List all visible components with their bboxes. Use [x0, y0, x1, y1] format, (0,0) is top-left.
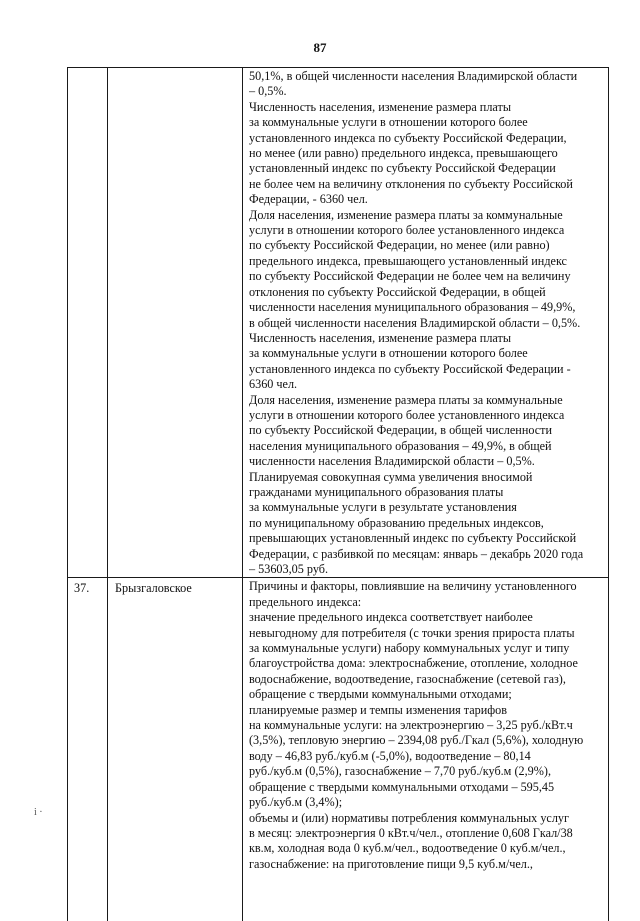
- text-line: объемы и (или) нормативы потребления коммунальных услуг: [249, 810, 570, 825]
- text-line: в общей численности населения Владимирской области – 0,5%.: [249, 315, 581, 330]
- text-line: руб./куб.м (0,5%), газоснабжение – 7,70 руб./куб.м (2,9%),: [249, 764, 551, 779]
- text-line: – 0,5%.: [249, 84, 287, 99]
- text-line: численности населения Владимирской области – 0,5%.: [249, 454, 535, 469]
- text-line: планируемые размер и темпы изменения тарифов: [249, 702, 508, 717]
- text-line: кв.м, холодная вода 0 куб.м/чел., водоотведение 0 куб.м/чел.,: [249, 841, 566, 856]
- text-line: установленный индекс по субъекту Российской Федерации: [249, 161, 556, 176]
- text-line: благоустройства дома: электроснабжение, отопление, холодное: [249, 656, 578, 671]
- text-line: Численность населения, изменение размера платы: [249, 99, 512, 114]
- text-line: невыгодному для потребителя (с точки зрения прироста платы: [249, 625, 575, 640]
- text-line: Численность населения, изменение размера платы: [249, 330, 512, 345]
- text-line: газоснабжение: на приготовление пищи 9,5 куб.м/чел.,: [249, 856, 533, 871]
- text-line: за коммунальные услуги) набору коммунальных услуг и типу: [249, 641, 570, 656]
- text-line: Федерации, с разбивкой по месяцам: январь – декабрь 2020 года: [249, 546, 584, 561]
- text-line: предельного индекса, превышающего установленный индекс: [249, 253, 567, 268]
- municipality-name-cell: Брызгаловское: [108, 578, 243, 921]
- text-line: гражданами муниципального образования платы: [249, 484, 504, 499]
- row-number-cell: [68, 68, 108, 578]
- text-line: установленного индекса по субъекту Российской Федерации,: [249, 130, 567, 145]
- text-line: Федерации, - 6360 чел.: [249, 192, 368, 207]
- text-line: – 53603,05 руб.: [249, 562, 329, 576]
- text-line: 6360 чел.: [249, 377, 298, 392]
- text-line: обращение с твердыми коммунальными отходами – 595,45: [249, 779, 555, 794]
- text-line: населения муниципального образования – 49,9%, в общей: [249, 438, 552, 453]
- text-line: по субъекту Российской Федерации не более чем на величину: [249, 269, 571, 284]
- text-line: не более чем на величину отклонения по субъекту Российской: [249, 176, 573, 191]
- text-line: Причины и факторы, повлиявшие на величину установленного: [249, 579, 577, 594]
- text-line: на коммунальные услуги: на электроэнергию – 3,25 руб./кВт.ч: [249, 718, 573, 733]
- text-line: руб./куб.м (3,4%);: [249, 795, 343, 810]
- text-line: по субъекту Российской Федерации, но менее (или равно): [249, 238, 550, 253]
- description-cell: [243, 578, 609, 921]
- table-row: [68, 68, 609, 578]
- text-line: за коммунальные услуги в отношении которого более: [249, 346, 528, 361]
- text-line: значение предельного индекса соответствует наиболее: [249, 610, 533, 625]
- text-line: за коммунальные услуги в отношении которого более: [249, 115, 528, 130]
- text-line: предельного индекса:: [249, 594, 362, 609]
- margin-mark: i ·: [34, 807, 43, 818]
- text-line: отклонения по субъекту Российской Федерации, в общей: [249, 284, 546, 299]
- text-line: превышающих установленный индекс по субъекту Российской: [249, 531, 577, 546]
- municipality-name-cell: [108, 68, 243, 578]
- text-line: Доля населения, изменение размера платы за коммунальные: [249, 392, 563, 407]
- text-line: по муниципальному образованию предельных индексов,: [249, 515, 544, 530]
- text-line: услуги в отношении которого более установленного индекса: [249, 223, 565, 238]
- document-table: [67, 67, 609, 921]
- text-line: но менее (или равно) предельного индекса, превышающего: [249, 146, 558, 161]
- text-line: по субъекту Российской Федерации, в общей численности: [249, 423, 552, 438]
- text-line: Планируемая совокупная сумма увеличения вносимой: [249, 469, 533, 484]
- text-line: в месяц: электроэнергия 0 кВт.ч/чел., отопление 0,608 Гкал/38: [249, 825, 573, 840]
- text-line: установленного индекса по субъекту Российской Федерации -: [249, 361, 571, 376]
- text-line: (3,5%), тепловую энергию – 2394,08 руб./Гкал (5,6%), холодную: [249, 733, 584, 748]
- text-line: обращение с твердыми коммунальными отходами;: [249, 687, 512, 702]
- row-number-cell: 37.: [68, 578, 108, 921]
- text-line: 50,1%, в общей численности населения Владимирской области: [249, 69, 578, 83]
- text-line: за коммунальные услуги в результате установления: [249, 500, 517, 515]
- table-row: [68, 578, 609, 921]
- text-line: воду – 46,83 руб./куб.м (-5,0%), водоотведение – 80,14: [249, 748, 531, 763]
- text-line: численности населения муниципального образования – 49,9%,: [249, 300, 576, 315]
- text-line: водоснабжение, водоотведение, газоснабжение (сетевой газ),: [249, 671, 566, 686]
- page-number: 87: [313, 40, 327, 55]
- description-cell: [243, 68, 609, 578]
- text-line: услуги в отношении которого более установленного индекса: [249, 407, 565, 422]
- text-line: Доля населения, изменение размера платы за коммунальные: [249, 207, 563, 222]
